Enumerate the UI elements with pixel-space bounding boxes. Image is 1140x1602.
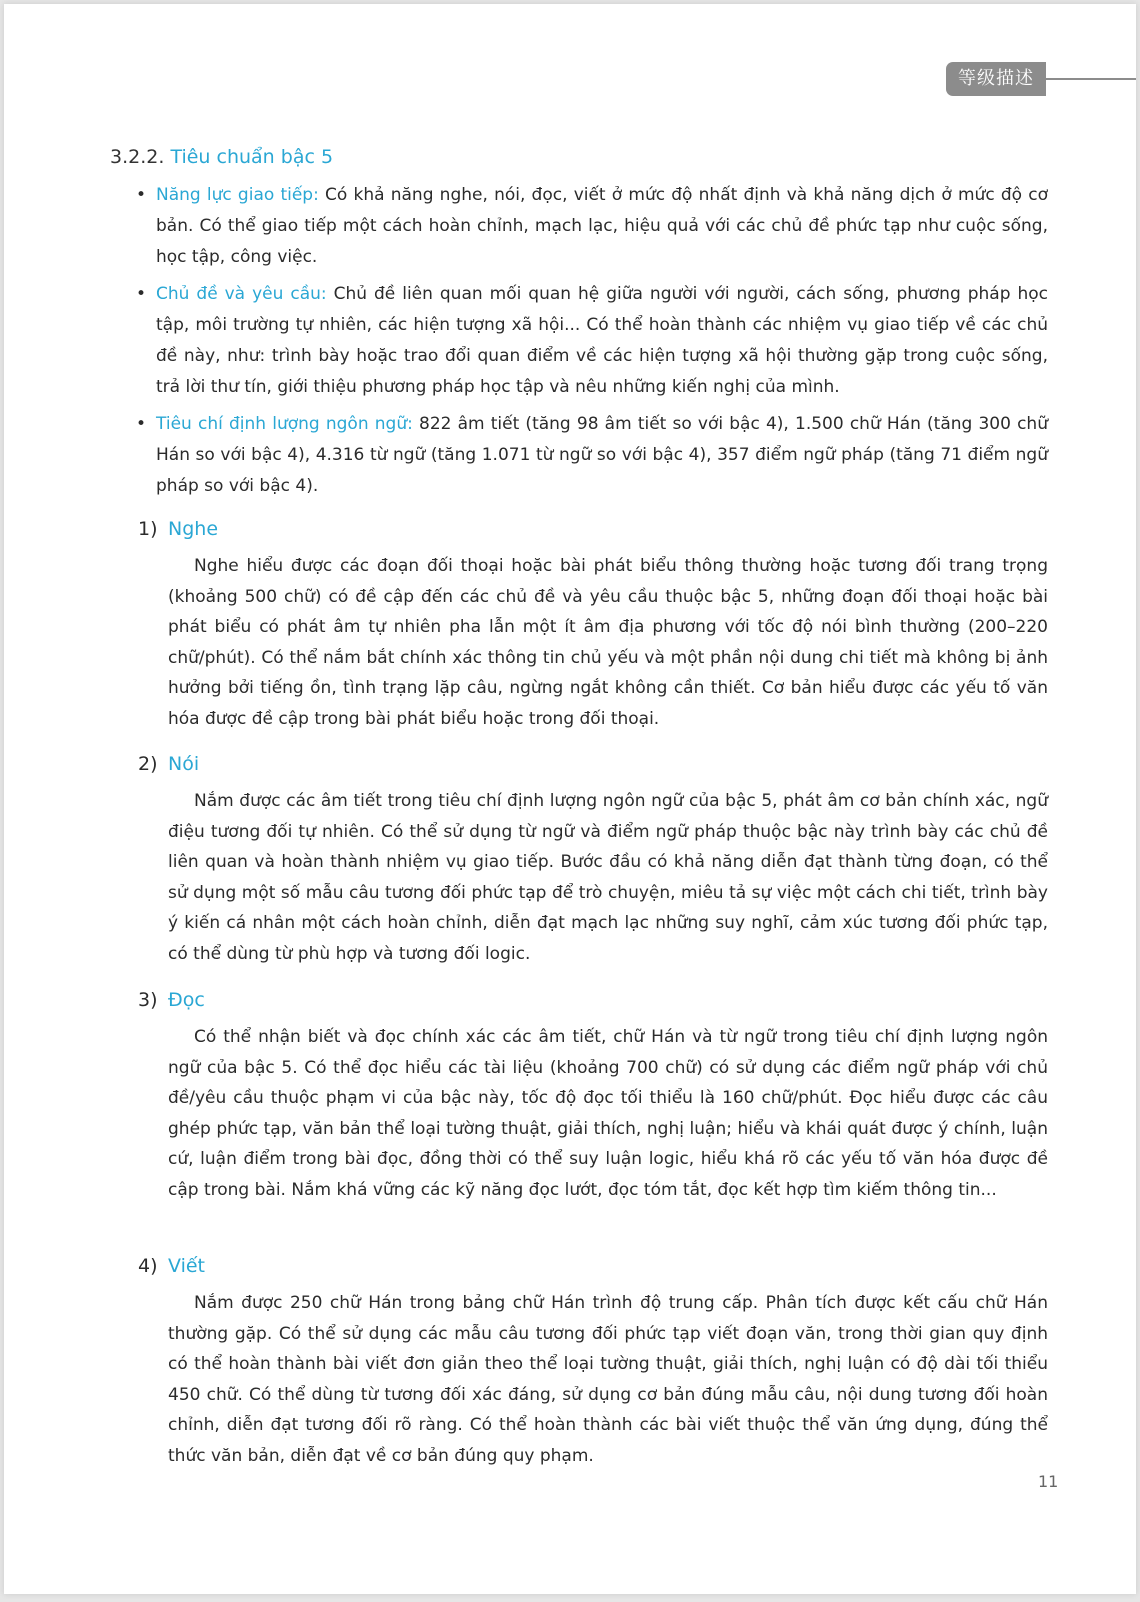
bullet-dot-icon: • [136,414,147,434]
skill-title: Nói [168,753,200,775]
skill-index: 4) [138,1255,158,1277]
skill-heading [138,515,1048,543]
skill-speaking [138,750,1048,969]
document-page [4,4,1136,1594]
section-title-text: Tiêu chuẩn bậc 5 [170,146,334,168]
skill-title: Viết [168,1255,205,1277]
bullet-label: Tiêu chí định lượng ngôn ngữ: [156,414,413,434]
bullet-dot-icon: • [136,284,147,304]
bullet-dot-icon: • [136,185,147,205]
chapter-header-tab: 等级描述 [946,62,1046,96]
skill-index: 1) [138,518,158,540]
skill-heading [138,750,1048,778]
skill-listening [138,515,1048,734]
skill-paragraph: Nắm được 250 chữ Hán trong bảng chữ Hán trình độ trung cấp. Phân tích được kết cấu chữ Hán thường gặp. Có thể sử dụng các mẫu câu tương đối phức tạp viết đoạn văn, trong thời gian quy định có thể hoàn thành bài viết đơn giản theo thể loại tường thuật, giải thích, nghị luận có độ dài tối thiểu 450 chữ. Có thể dùng từ tương đối xác đáng, sử dụng cơ bản đúng mẫu câu, nội dung tương đối hoàn chỉnh, diễn đạt tương đối rõ ràng. Có thể hoàn thành các bài viết thuộc thể văn ứng dụng, đúng thể thức văn bản, diễn đạt về cơ bản đúng quy phạm. [168,1293,1048,1466]
skill-paragraph: Có thể nhận biết và đọc chính xác các âm tiết, chữ Hán và từ ngữ trong tiêu chí định lượng ngôn ngữ của bậc 5. Có thể đọc hiểu các tài liệu (khoảng 700 chữ) có sử dụng các điểm ngữ pháp với chủ đề/yêu cầu thuộc phạm vi của bậc này, tốc độ đọc tối thiểu là 160 chữ/phút. Đọc hiểu được các câu ghép phức tạp, văn bản thể loại tường thuật, giải thích, nghị luận; hiểu và khái quát được ý chính, luận cứ, luận điểm trong bài đọc, đồng thời có thể suy luận logic, hiểu khá rõ các yếu tố văn hóa được đề cập trong bài. Nắm khá vững các kỹ năng đọc lướt, đọc tóm tắt, đọc kết hợp tìm kiếm thông tin... [168,1027,1048,1200]
header-rule [1046,78,1136,80]
page-number: 11 [1038,1472,1059,1491]
skill-index: 3) [138,989,158,1011]
skill-title: Nghe [168,518,219,540]
skill-heading [138,986,1048,1014]
skill-writing [138,1252,1048,1471]
bullet-text: Có khả năng nghe, nói, đọc, viết ở mức độ nhất định và khả năng dịch ở mức độ cơ bản. Có thể giao tiếp một cách hoàn chỉnh, mạch lạc, hiệu quả với các chủ đề phức tạp như cuộc sống, học tập, công việc. [156,185,1048,267]
bullet-language-criteria [136,409,1048,502]
section-number: 3.2.2. [110,146,165,168]
bullet-text: 822 âm tiết (tăng 98 âm tiết so với bậc 4), 1.500 chữ Hán (tăng 300 chữ Hán so với bậc 4), 4.316 từ ngữ (tăng 1.071 từ ngữ so với bậc 4), 357 điểm ngữ pháp (tăng 71 điểm ngữ pháp so với bậc 4). [156,414,1048,496]
bullet-communication [136,180,1048,273]
skill-index: 2) [138,753,158,775]
skill-paragraph: Nghe hiểu được các đoạn đối thoại hoặc bài phát biểu thông thường hoặc tương đối trang trọng (khoảng 500 chữ) có đề cập đến các chủ đề và yêu cầu thuộc bậc 5, những đoạn đối thoại hoặc bài phát biểu có phát âm tự nhiên pha lẫn một ít âm địa phương với tốc độ nói bình thường (200–220 chữ/phút). Có thể nắm bắt chính xác thông tin chủ yếu và một phần nội dung chi tiết mà không bị ảnh hưởng bởi tiếng ồn, tình trạng lặp câu, ngừng ngắt không cần thiết. Cơ bản hiểu được các yếu tố văn hóa được đề cập trong bài phát biểu hoặc trong đối thoại. [168,556,1048,729]
bullet-text: Chủ đề liên quan mối quan hệ giữa người với người, cách sống, phương pháp học tập, môi trường tự nhiên, các hiện tượng xã hội... Có thể hoàn thành các nhiệm vụ giao tiếp về các chủ đề này, như: trình bày hoặc trao đổi quan điểm về các hiện tượng xã hội thường gặp trong cuộc sống, trả lời thư tín, giới thiệu phương pháp học tập và nêu những kiến nghị của mình. [156,284,1048,397]
skill-heading [138,1252,1048,1280]
section-title [110,144,333,170]
bullet-topics [136,279,1048,403]
skill-title: Đọc [168,989,205,1011]
bullet-label: Năng lực giao tiếp: [156,185,319,205]
skill-reading [138,986,1048,1205]
skill-paragraph: Nắm được các âm tiết trong tiêu chí định lượng ngôn ngữ của bậc 5, phát âm cơ bản chính xác, ngữ điệu tương đối tự nhiên. Có thể sử dụng từ ngữ và điểm ngữ pháp thuộc bậc này trình bày các chủ đề liên quan và hoàn thành nhiệm vụ giao tiếp. Bước đầu có khả năng diễn đạt thành từng đoạn, có thể sử dụng một số mẫu câu tương đối phức tạp để trò chuyện, miêu tả sự việc một cách chi tiết, trình bày ý kiến cá nhân một cách hoàn chỉnh, diễn đạt mạch lạc những suy nghĩ, cảm xúc tương đối phức tạp, có thể dùng từ phù hợp và tương đối logic. [168,791,1048,964]
summary-bullet-list [136,180,1048,508]
bullet-label: Chủ đề và yêu cầu: [156,284,327,304]
